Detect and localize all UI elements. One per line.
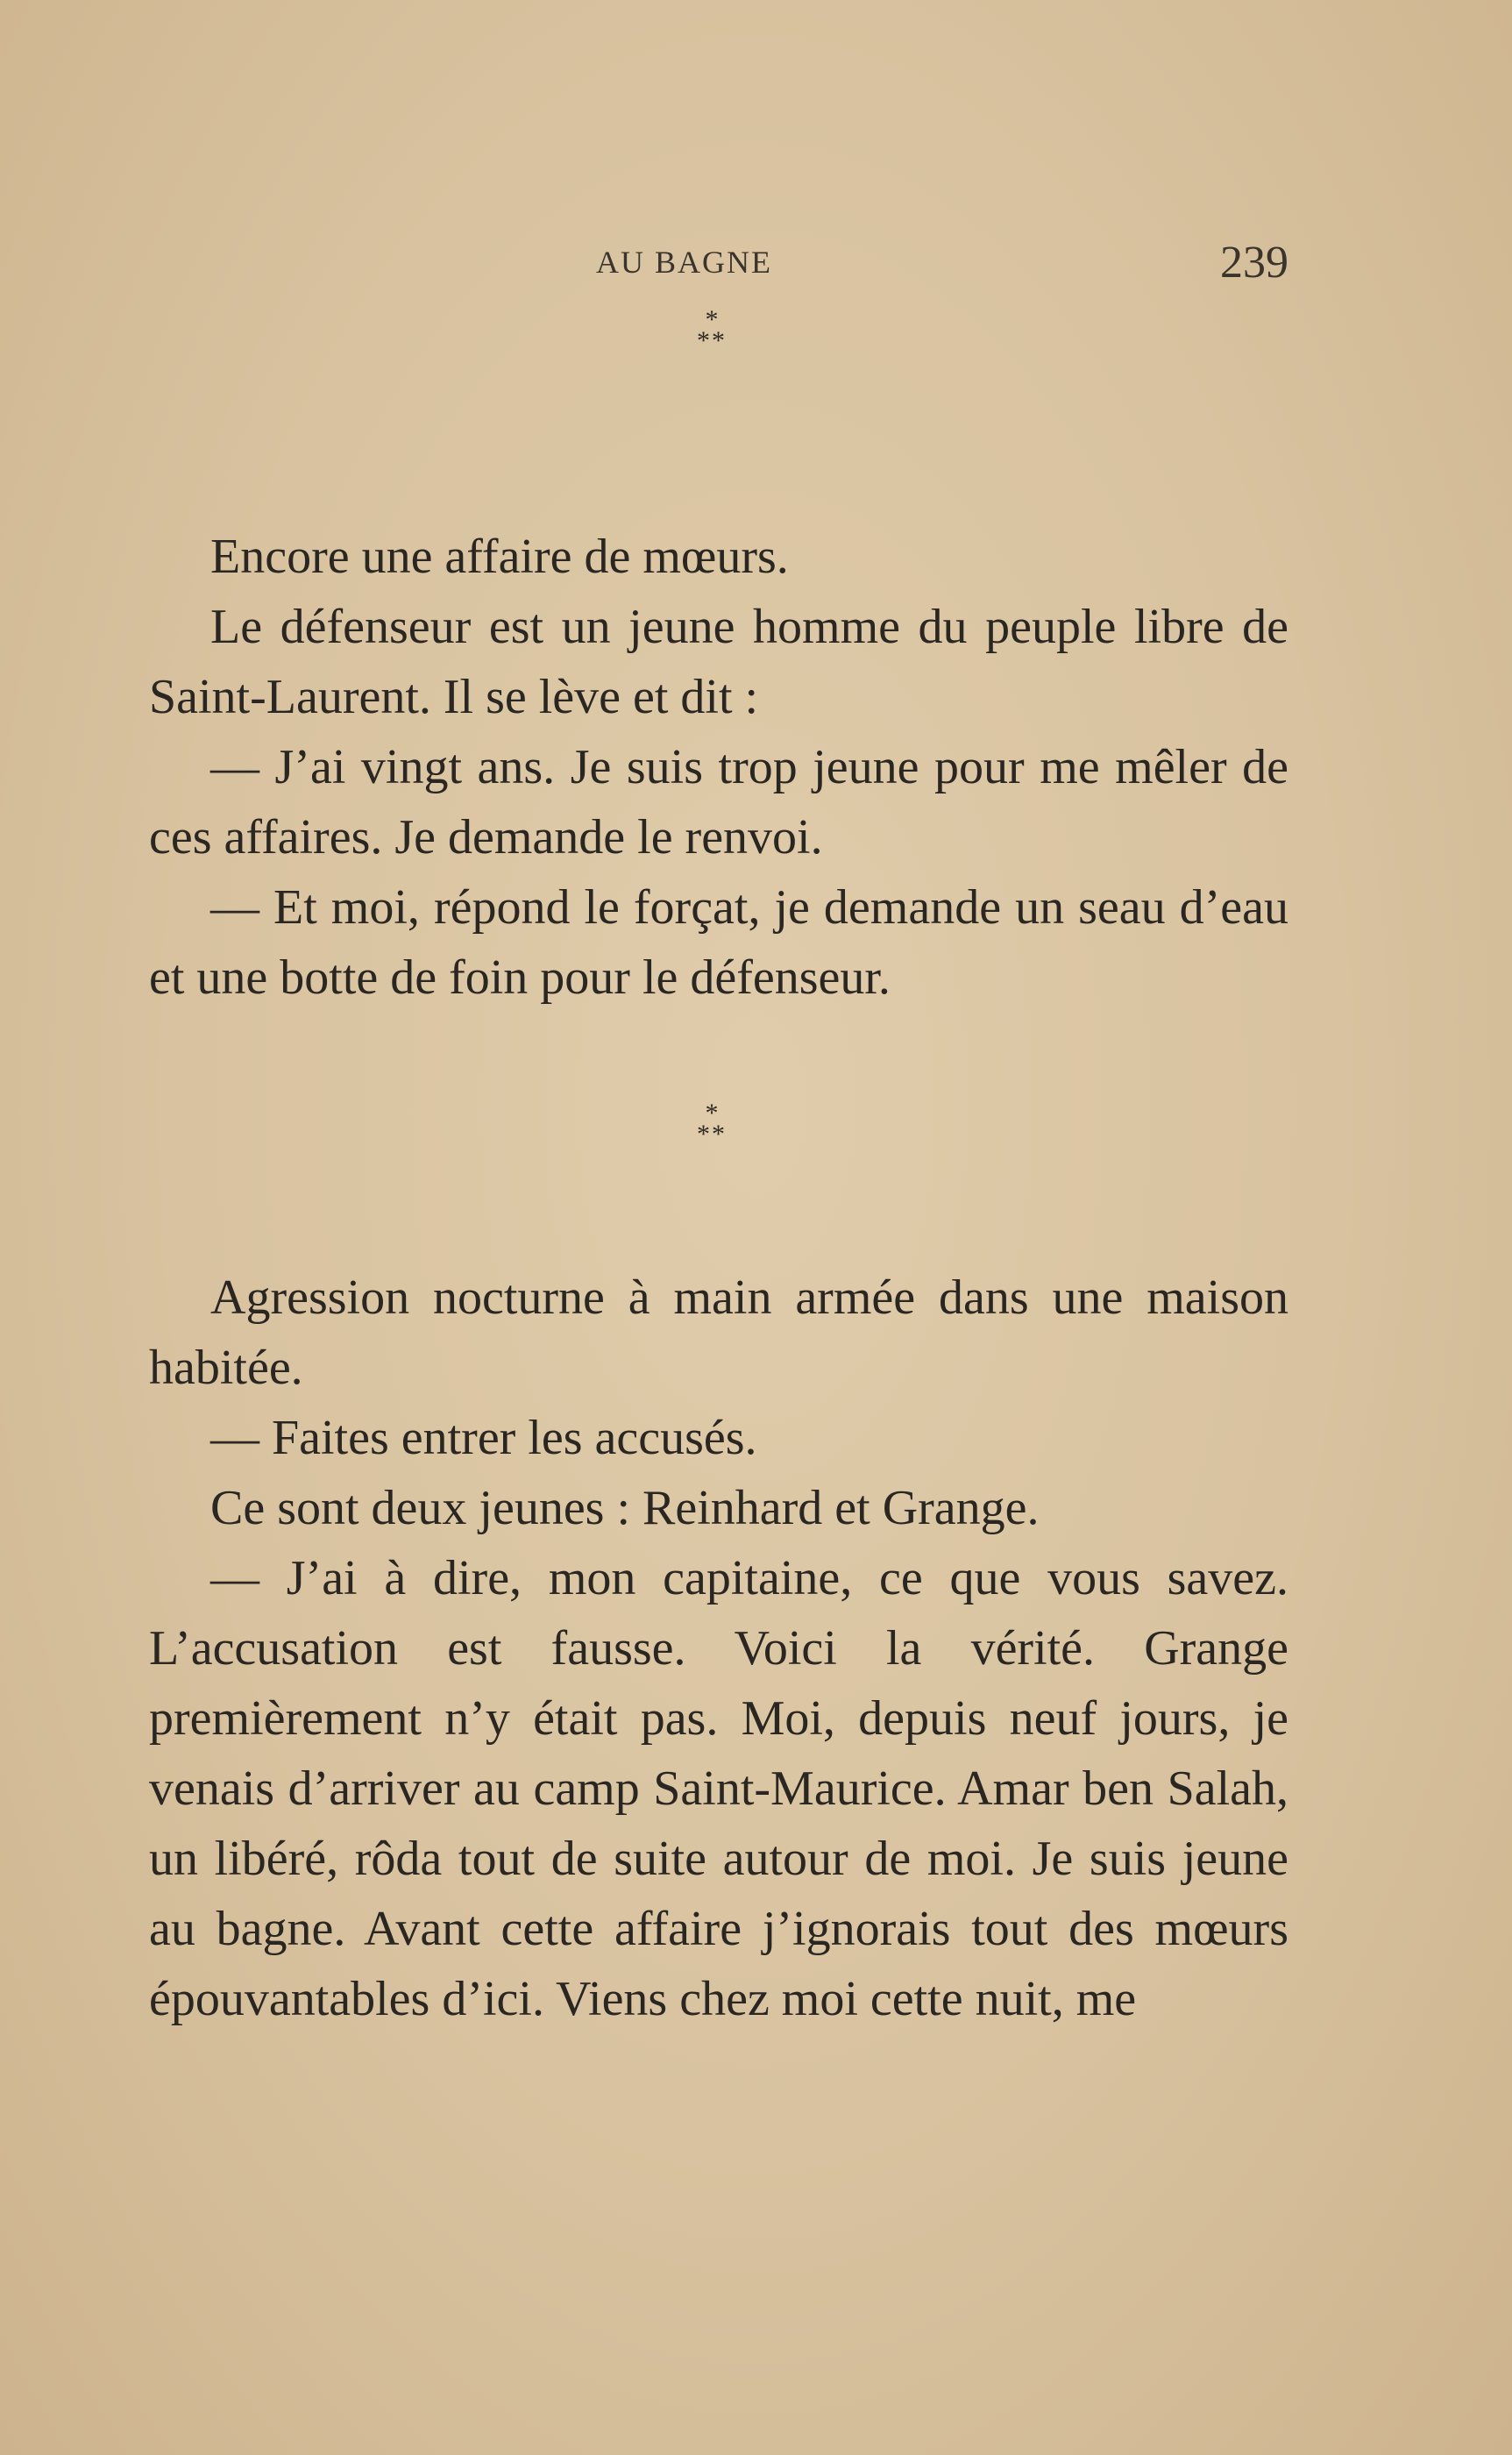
- running-head: [149, 237, 1288, 289]
- paragraph: — J’ai vingt ans. Je suis trop jeune pour me mêler de ces affaires. Je demande le renvoi.: [149, 740, 1288, 865]
- paragraph: — J’ai à dire, mon capitaine, ce que vous savez. L’accusation est fausse. Voici la vérité. Grange premièrement n’y était pas. Moi, depuis neuf jours, je venais d’arriver au camp Saint-Maurice. Amar ben Salah, un libéré, rôda tout de suite autour de moi. Je suis jeune au bagne. Avant cette affaire j’ignorais tout des mœurs épouvantables d’ici. Viens chez moi cette nuit, me: [149, 1551, 1288, 2026]
- running-title: AU BAGNE: [596, 245, 772, 280]
- paragraph: Encore une affaire de mœurs.: [210, 530, 789, 584]
- text-section-2: [149, 1263, 1288, 2034]
- paragraph: Le défenseur est un jeune homme du peuple libre de Saint-Laurent. Il se lève et dit :: [149, 600, 1288, 724]
- paragraph: Ce sont deux jeunes : Reinhard et Grange.: [210, 1481, 1040, 1535]
- asterism-bottom: **: [697, 326, 727, 355]
- paragraph: Agression nocturne à main armée dans une maison habitée.: [149, 1270, 1288, 1395]
- asterism-top: *: [705, 305, 719, 334]
- asterism-bottom: **: [697, 1120, 727, 1149]
- paragraph: — Faites entrer les accusés.: [210, 1411, 757, 1465]
- asterism-ornament: [659, 307, 764, 354]
- paragraph: — Et moi, répond le forçat, je demande un seau d’eau et une botte de foin pour le défenseur.: [149, 880, 1288, 1005]
- asterism-ornament: [659, 1100, 764, 1148]
- asterism-top: *: [705, 1099, 719, 1128]
- text-section-1: [149, 522, 1288, 1013]
- page-number: 239: [1220, 238, 1288, 288]
